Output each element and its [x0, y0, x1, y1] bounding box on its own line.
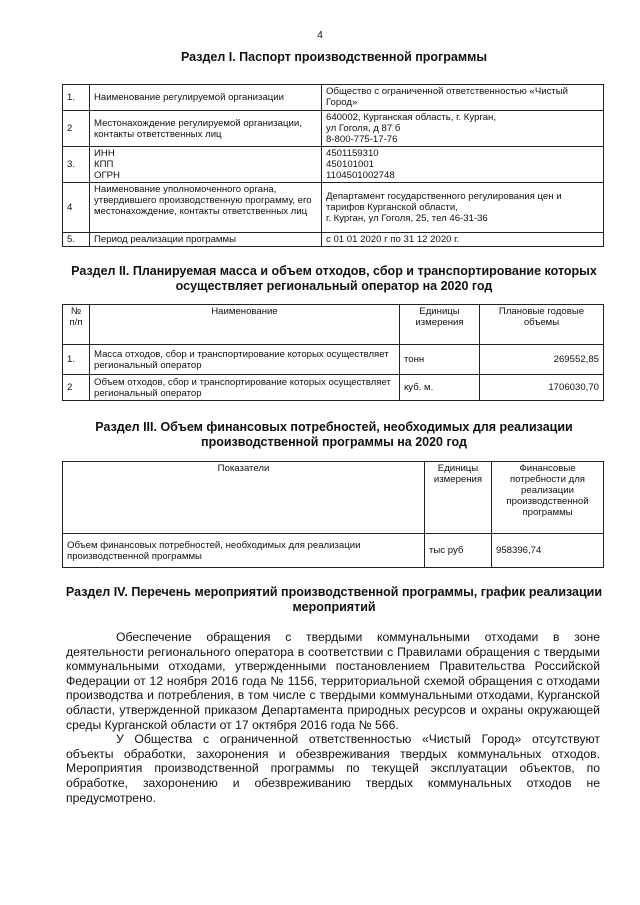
row-indicator: Объем финансовых потребностей, необходимых для реализации производственной программы [63, 534, 425, 568]
row-unit: тонн [400, 345, 480, 375]
row-number: 1. [63, 85, 90, 111]
page-number: 4 [317, 30, 323, 41]
value-line: 450101001 [326, 159, 375, 170]
value-line: Департамент государственного регулирования цен и тарифов Курганской области, [326, 191, 562, 213]
row-name: Местонахождение регулируемой организации, контакты ответственных лиц [90, 111, 322, 147]
header-number: № п/п [63, 305, 90, 345]
paragraph: Обеспечение обращения с твердыми коммунальными отходами в зоне деятельности регионального оператора в соответствии с Правилами обращения с твердыми коммунальными отходами, утвержденными постановлением Правительства Российской Федерации от 12 ноября 2016 года № 1156, территориальной схемой обращения с отходами производства и потребления, в том числе с твердыми коммунальными отходами, Курганской области, утвержденной приказом Департамента природных ресурсов и охраны окружающей среды Курганской области от 17 октября 2016 года № 566. [66, 630, 600, 732]
header-unit: Единицы измерения [400, 305, 480, 345]
header-name: Наименование [90, 305, 400, 345]
name-line: ИНН [94, 148, 115, 159]
row-name [90, 147, 322, 183]
row-volume: 1706030,70 [480, 375, 604, 401]
row-number: 5. [63, 233, 90, 247]
row-unit: куб. м. [400, 375, 480, 401]
row-value: Общество с ограниченной ответственностью «Чистый Город» [322, 85, 604, 111]
value-line: 640002, Курганская область, г. Курган, [326, 112, 496, 123]
section-4-title: Раздел IV. Перечень мероприятий производственной программы, график реализации мероприятий [65, 585, 603, 614]
value-line: 1104501002748 [326, 170, 395, 181]
table-row [63, 233, 604, 247]
row-value: с 01 01 2020 г по 31 12 2020 г. [322, 233, 604, 247]
waste-volume-table [62, 304, 604, 401]
row-name: Масса отходов, сбор и транспортирование которых осуществляет региональный оператор [90, 345, 400, 375]
header-indicator: Показатели [63, 462, 425, 534]
table-row [63, 183, 604, 233]
table-row [63, 345, 604, 375]
section-1-title: Раздел I. Паспорт производственной программы [180, 50, 488, 64]
table-row [63, 375, 604, 401]
row-value [322, 147, 604, 183]
table-row [63, 111, 604, 147]
table-row [63, 85, 604, 111]
table-header-row [63, 305, 604, 345]
row-unit: тыс руб [425, 534, 492, 568]
row-number: 4 [63, 183, 90, 233]
header-unit: Единицы измерения [425, 462, 492, 534]
row-name: Наименование регулируемой организации [90, 85, 322, 111]
row-name: Период реализации программы [90, 233, 322, 247]
row-value [322, 111, 604, 147]
value-line: 4501159310 [326, 148, 379, 159]
paragraph: У Общества с ограниченной ответственностью «Чистый Город» отсутствуют объекты обработки, захоронения и обезвреживания твердых коммунальных отходов. Мероприятия производственной программы по текущей эксплуатации объектов, по обработке, захоронению и обезвреживанию твердых коммунальных отходов не предусмотрено. [66, 732, 600, 805]
row-value [322, 183, 604, 233]
section-3-title: Раздел III. Объем финансовых потребностей, необходимых для реализации производственной программы на 2020 год [95, 420, 573, 449]
value-line: 8-800-775-17-76 [326, 134, 398, 145]
row-number: 2 [63, 375, 90, 401]
table-row [63, 147, 604, 183]
value-line: г. Курган, ул Гоголя, 25, тел 46-31-36 [326, 213, 488, 224]
header-volume: Плановые годовые объемы [480, 305, 604, 345]
row-number: 1. [63, 345, 90, 375]
section-4-body [66, 630, 600, 805]
table-header-row [63, 462, 604, 534]
passport-table [62, 84, 604, 247]
row-name: Наименование уполномоченного органа, утвердившего производственную программу, его местонахождение, контакты ответственных лиц [90, 183, 322, 233]
name-line: ОГРН [94, 170, 120, 181]
section-2-title: Раздел II. Планируемая масса и объем отходов, сбор и транспортирование которых осуществляет региональный оператор на 2020 год [71, 264, 597, 293]
financial-needs-table [62, 461, 604, 568]
value-line: ул Гоголя, д 87 б [326, 123, 401, 134]
row-need: 958396,74 [492, 534, 604, 568]
row-volume: 269552,85 [480, 345, 604, 375]
row-number: 3. [63, 147, 90, 183]
name-line: КПП [94, 159, 114, 170]
row-number: 2 [63, 111, 90, 147]
header-need: Финансовые потребности для реализации производственной программы [492, 462, 604, 534]
row-name: Объем отходов, сбор и транспортирование которых осуществляет региональный оператор [90, 375, 400, 401]
table-row [63, 534, 604, 568]
